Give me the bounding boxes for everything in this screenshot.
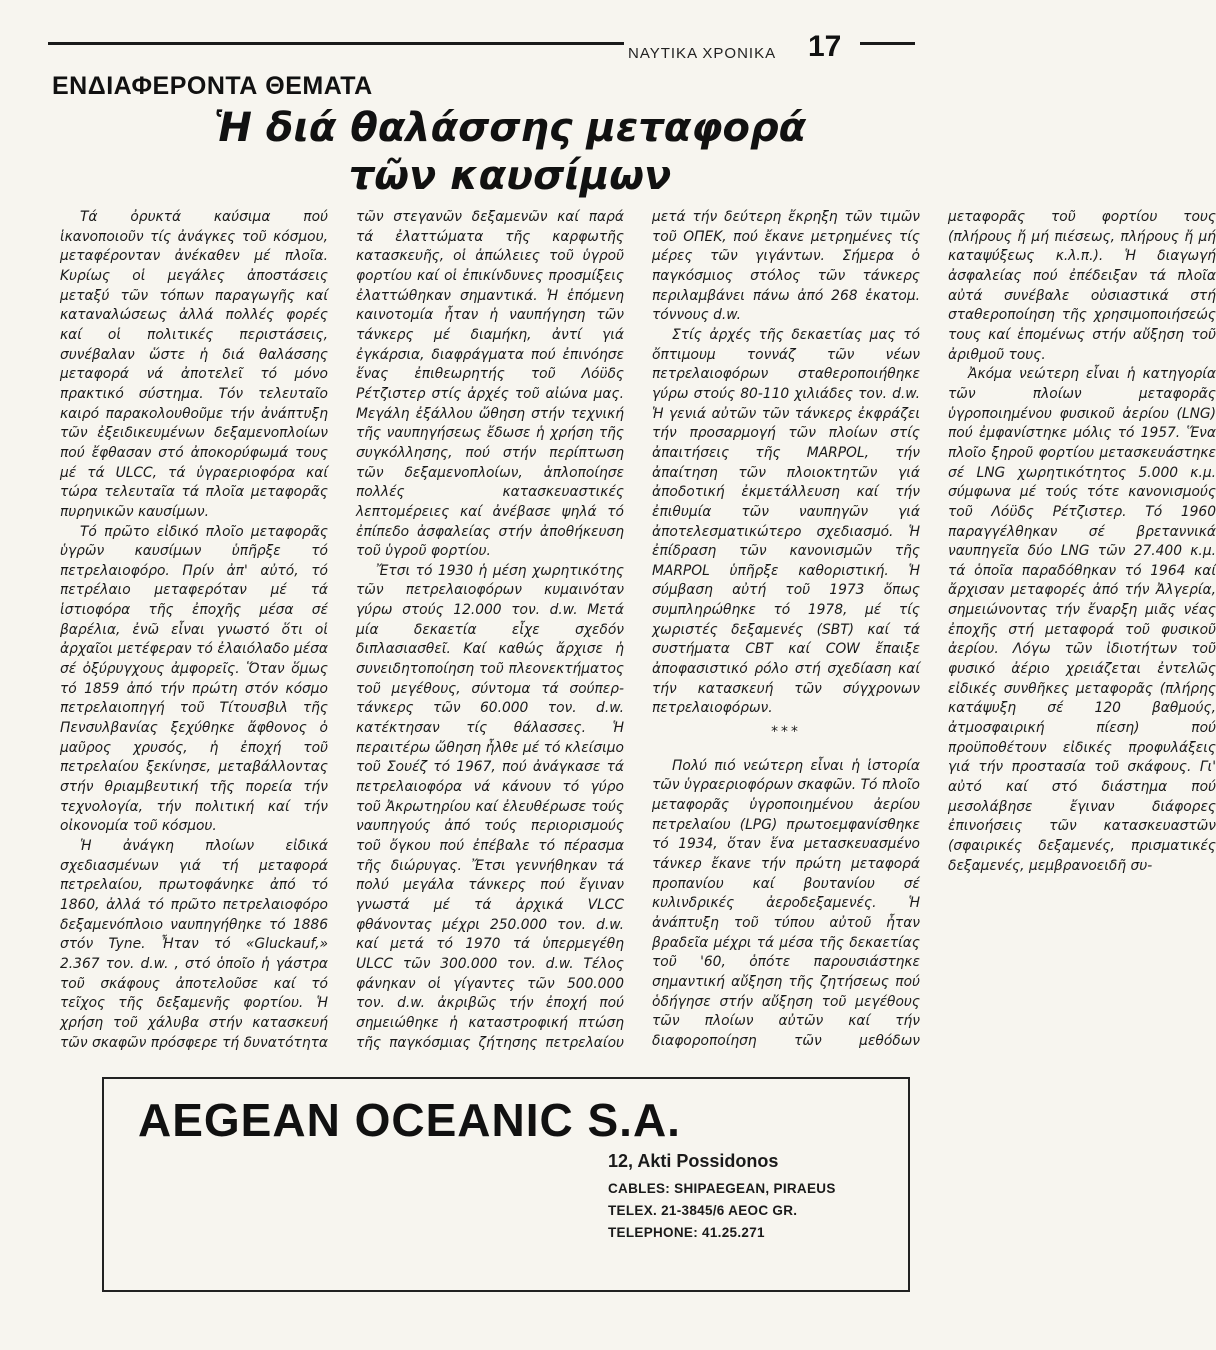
ad-cables: CABLES: SHIPAEGEAN, PIRAEUS — [608, 1181, 836, 1196]
magazine-name: ΝΑΥΤΙΚΑ ΧΡΟΝΙΚΑ — [628, 45, 777, 62]
ad-telex: TELEX. 21-3845/6 AEOC GR. — [608, 1203, 798, 1218]
paragraph: Πολύ πιό νεώτερη εἶναι ἡ ἱστορία τῶν ὑγραεριοφόρων σκαφῶν. Τό πλοῖο μεταφορᾶς ὑγροποιημένου ἀερίου πετρελαίου (LPG) πρωτοεμφανίσθηκε τό 1934, ὅταν ἕνα μετασκευασμένο τάνκερ ἔκανε τήν πρώτη μεταφορά προπανίου καί βουτανίου σέ κυλινδρικές ἀεροδεξαμενές. Ἡ ἀνάπτυξη τοῦ τύπου αὐτοῦ ἦταν βραδεῖα μέχρι τά μέσα τῆς δεκαετίας τοῦ '60, ὁπότε παρουσιάστηκε σημαντική αὔξηση τῆς ζητήσεως πού ὁδήγησε στήν αὔξηση τοῦ μεγέθους τῶν πλοίων αὐτῶν καί τήν διαφοροποίηση τῶν μεθόδων μεταφορᾶς τοῦ φορτίου τους (πλήρους ἤ μή πιέσεως, πλήρους ἤ μή καταψύξεως κ.λ.π.). Ἡ διαγωγή ἀσφαλείας πού ἐπέδειξαν τά πλοῖα αὐτά συνέβαλε οὐσιαστικά στή σταθεροποίηση τῆς χρησιμοποιήσεώς τους καί ἑπομένως στήν αὔξηση τοῦ ἀριθμοῦ τους. — [652, 209, 1216, 1049]
header-rule-right — [860, 42, 915, 45]
ad-address: 12, Akti Possidonos — [608, 1151, 779, 1171]
ad-contact-block — [608, 1151, 836, 1244]
paragraph: Στίς ἀρχές τῆς δεκαετίας μας τό ὄπτιμουμ τοννάζ τῶν νέων πετρελαιοφόρων σταθεροποιήθηκε γύρω στούς 80-110 χιλιάδες τον. d.w. Ἡ γενιά αὐτῶν τῶν τάνκερς ἐκφράζει τήν προσαρμογή τῶν πλοίων στίς ἀπαιτήσεις τῆς MARPOL, τήν ἀπαίτηση τῶν πλοιοκτητῶν γιά ἀποδοτική ἐκμετάλλευση καί τήν ἐπιθυμία τῶν ναυπηγῶν γιά ἀποτελεσματικώτερο σχεδιασμό. Ἡ ἐπίδραση τῶν κανονισμῶν τῆς MARPOL ὑπῆρξε καθοριστική. Ἡ σύμβαση αὐτή τοῦ 1973 ὅπως συμπληρώθηκε τό 1978, μέ τίς χωριστές δεξαμενές (SBT) καί τά συστήματα CBT καί COW ἔπαιξε ἀποφασιστικό ρόλο στή σχεδίαση καί τήν κατασκευή τῶν σύγχρονων πετρελαιοφόρων. — [652, 326, 920, 717]
section-separator: *** — [771, 724, 801, 741]
section-title: ΕΝΔΙΑΦΕΡΟΝΤΑ ΘΕΜΑΤΑ — [52, 72, 373, 100]
paragraph: Τά ὀρυκτά καύσιμα πού ἱκανοποιοῦν τίς ἀνάγκες τοῦ κόσμου, μεταφέρονταν ἀνέκαθεν μέ πλοῖα. Κυρίως οἱ μεγάλες ἀποστάσεις μεταξύ τῶν τόπων παραγωγῆς καί καταναλώσεως ἀλλά πολλές φορές καί οἱ πολιτικές περιστάσεις, συνέβαλαν ὥστε ἡ διά θαλάσσης μεταφορά νά ἀποτελεῖ τό μόνο πρακτικό σύστημα. Τόν τελευταῖο καιρό παρακολουθοῦμε τήν ἀνάπτυξη τῶν ἐξειδικευμένων δεξαμενοπλοίων πού ἔφθασαν στό ἀποκορύφωμά τους μέ τά ULCC, τά ὑγραεριοφόρα καί τώρα τελευταῖα τά πλοῖα μεταφορᾶς πυρηνικῶν καυσίμων. — [60, 209, 328, 520]
paragraph: Τό πρῶτο εἰδικό πλοῖο μεταφορᾶς ὑγρῶν καυσίμων ὑπῆρξε τό πετρελαιοφόρο. Πρίν ἀπ' αὐτό, τό πετρέλαιο μεταφερόταν μέ τά ἱστιοφόρα τῆς ἐποχῆς μέσα σέ βαρέλια, ἐνῶ εἶναι γνωστό ὅτι οἱ ἀρχαῖοι μετέφεραν τό ἐλαιόλαδο μέσα σέ ὀξύρυγχους ἀμφορεῖς. Ὅταν ὅμως τό 1859 ἀπό τήν πρώτη στόν κόσμο πετρελαιοπηγή τοῦ Τίτουσβιλ τῆς Πενσυλβανίας ξεχύθηκε ἄφθονος ὁ μαῦρος χρυσός, ἡ ἐποχή τοῦ πετρελαίου ξεκίνησε, μεταβάλλοντας στήν θριαμβευτική τῆς πορεία τήν τεχνολογία, τήν πολιτική καί τήν οἰκονομία τοῦ κόσμου. — [60, 523, 328, 835]
paragraph: Ἔτσι τό 1930 ἡ μέση χωρητικότης τῶν πετρελαιοφόρων κυμαινόταν γύρω στούς 12.000 τον. d.w. Μετά μία δεκαετία εἶχε σχεδόν διπλασιασθεῖ. Καί καθώς ἄρχισε ἡ συνειδητοποίηση τοῦ πλεονεκτήματος τοῦ μεγέθους, σύντομα τά σούπερ-τάνκερς τῶν 60.000 τον. d.w. κατέκτησαν τίς θάλασσες. Ἡ περαιτέρω ὤθηση ἦλθε μέ τό κλείσιμο τοῦ Σουέζ τό 1967, πού ἀνάγκασε τά πετρελαιοφόρα νά κάνουν τό γύρο τοῦ Ἀκρωτηρίου καί ἐλευθέρωσε τούς ναυπηγούς ἀπό τούς περιορισμούς τοῦ ὄγκου πού ἐπέβαλε τό πέρασμα τῆς διώρυγας. Ἔτσι γεννήθηκαν τά πολύ μεγάλα τάνκερς πού ἔγιναν γνωστά μέ τά ἀρχικά VLCC φθάνοντας μέχρι 250.000 τον. d.w. καί μετά τό 1970 τά ὑπερμεγέθη ULCC τῶν 300.000 τον. d.w. Τέλος φάνηκαν οἱ γίγαντες τῶν 500.000 τον. d.w. ἀκριβῶς τήν ἐποχή πού σημειώθηκε ἡ καταστροφική πτώση τῆς παγκόσμιας ζήτησης πετρελαίου μετά τήν δεύτερη ἔκρηξη τῶν τιμῶν τοῦ ΟΠΕΚ, πού ἔκανε μετρημένες τίς μέρες τῶν γιγάντων. Σήμερα ὁ παγκόσμιος στόλος τῶν τάνκερς περιλαμβάνει πάνω ἀπό 268 ἑκατομ. τόννους d.w. — [356, 209, 920, 1051]
page-number: 17 — [808, 30, 842, 63]
article-title-line-2: τῶν καυσίμων — [348, 153, 672, 199]
article-title-line-1: Ἡ διά θαλάσσης μεταφορά — [213, 105, 807, 151]
ad-company-name: AEGEAN OCEANIC S.A. — [138, 1094, 681, 1146]
article-body — [60, 208, 1216, 1068]
paragraph: Ἡ ἀνάγκη πλοίων εἰδικά σχεδιασμένων γιά τή μεταφορά πετρελαίου, πρωτοφάνηκε ἀπό τό 1860, ἀλλά τό πρῶτο πετρελαιοφόρο δεξαμενόπλοιο ναυπηγήθηκε τό 1886 στόν Tyne. Ἦταν τό «Gluckauf,» 2.367 τον. d.w. , στό ὁποῖο ἡ γάστρα τοῦ σκάφους ἀποτελοῦσε καί τό τεῖχος τῆς δεξαμενῆς φορτίου. Ἡ χρήση τοῦ χάλυβα στήν κατασκευή τῶν σκαφῶν πρόσφερε τή δυνατότητα τῶν στεγανῶν δεξαμενῶν καί παρά τά ἐλαττώματα τῆς καρφωτῆς κατασκευῆς, οἱ ἀπώλειες τοῦ ὑγροῦ φορτίου καί οἱ ἐπικίνδυνες προσμίξεις ἐλαττώθηκαν σημαντικά. Ἡ ἑπόμενη καινοτομία ἦταν ἡ ναυπήγηση τῶν τάνκερς μέ διαμήκη, ἀντί γιά ἐγκάρσια, διαφράγματα πού ἐπινόησε ἕνας ἐπιθεωρητής τοῦ Λόϋδς Ρέτζιστερ στίς ἀρχές τοῦ αἰώνα μας. Μεγάλη ἐξάλλου ὤθηση στήν τεχνική τῆς ναυπηγήσεως ἔδωσε ἡ χρήση τῆς συγκόλλησης, πού στήν περίπτωση τῶν δεξαμενοπλοίων, ἁπλοποίησε πολλές κατασκευαστικές λεπτομέρειες καί ἀνέβασε ψηλά τό ἐπίπεδο ἀσφαλείας στήν ἀποθήκευση τοῦ ὑγροῦ φορτίου. — [60, 209, 624, 1051]
ad-telephone: TELEPHONE: 41.25.271 — [608, 1225, 765, 1240]
header-rule-left — [48, 42, 624, 45]
article-title — [150, 104, 870, 200]
advertisement — [102, 1077, 910, 1292]
paragraph: Ἀκόμα νεώτερη εἶναι ἡ κατηγορία τῶν πλοίων μεταφορᾶς ὑγροποιημένου φυσικοῦ ἀερίου (LNG) πού ἐμφανίστηκε μόλις τό 1957. Ἕνα πλοῖο ξηροῦ φορτίου μετασκευάστηκε σέ LNG χωρητικότητος 5.000 κ.μ. σύμφωνα μέ τούς τότε κανονισμούς τοῦ Λόϋδς Ρέτζιστερ. Τό 1960 παραγγέλθηκαν σέ βρεταννικά ναυπηγεῖα δύο LNG τῶν 27.400 κ.μ. τά ὁποῖα παραδόθηκαν τό 1964 καί ἄρχισαν μεταφορές ἀπό τήν Ἀλγερία, σημειώνοντας τήν ἔναρξη μιᾶς νέας ἐποχῆς στή μεταφορά τοῦ φυσικοῦ ἀερίου. Λόγω τῶν ἰδιοτήτων τοῦ φυσικό ἀέριο χρειάζεται ἐντελῶς εἰδικές συνθῆκες μεταφορᾶς (πλήρης κατάψυξη σέ 120 βαθμούς, ἀτμοσφαιρική πίεση) πού προϋποθέτουν εἰδικές προφυλάξεις γιά τήν προστασία τοῦ σκάφους. Γι' αὐτό καί στό διάστημα πού μεσολάβησε ἔγιναν διάφορες ἐπινοήσεις τῶν κατασκευαστῶν (σφαιρικές δεξαμενές, πρισματικές δεξαμενές, μεμβρανοειδῆ συ- — [948, 366, 1216, 874]
